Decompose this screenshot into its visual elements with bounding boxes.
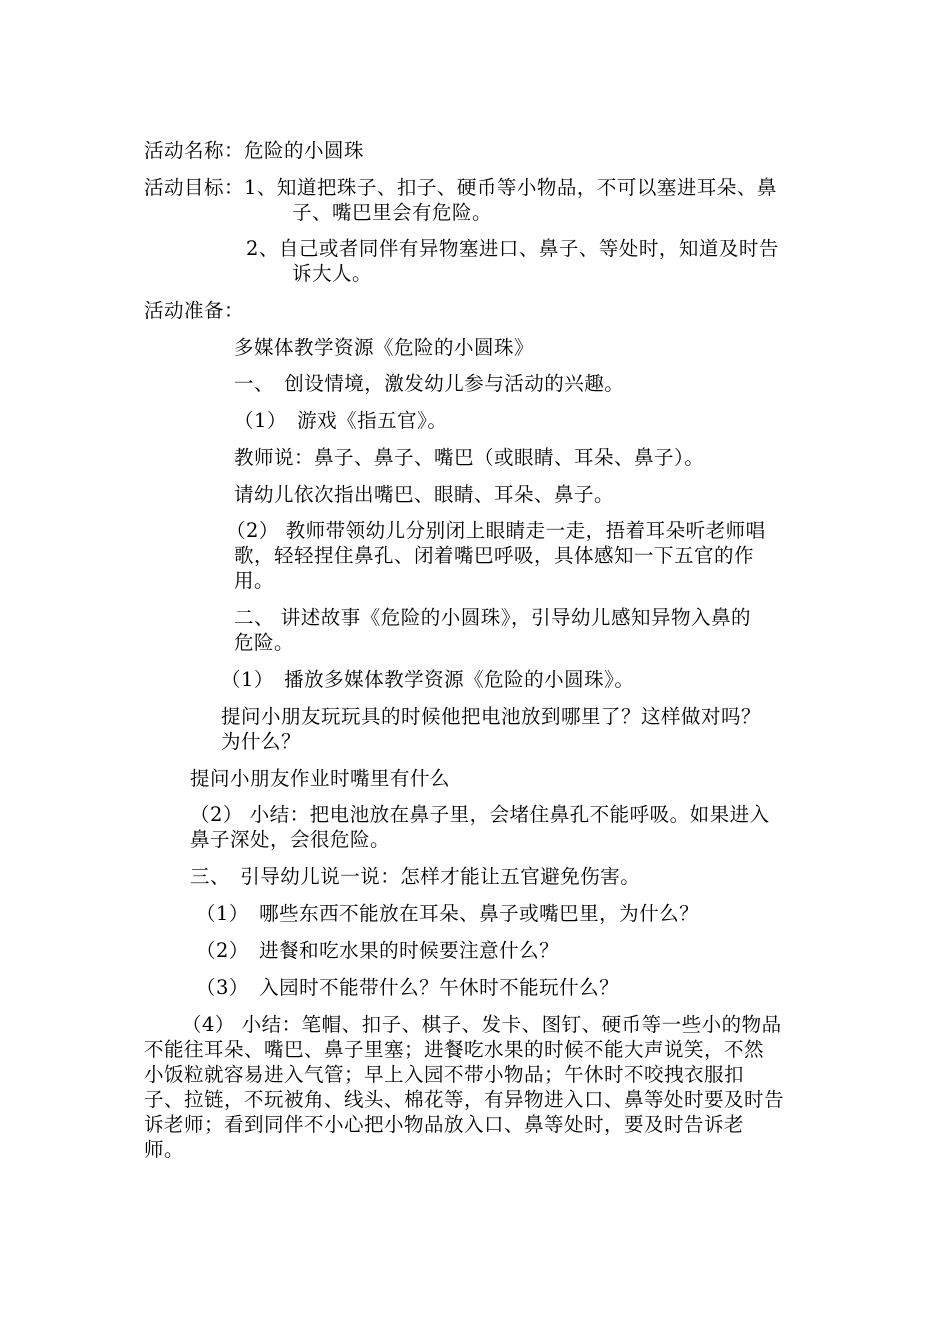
section-3-summary-line3: 小饭粒就容易进入气管；早上入园不带小物品；午休时不咬拽衣服扣 xyxy=(144,1063,745,1086)
section-3-heading: 三、 引导幼儿说一说：怎样才能让五官避免伤害。 xyxy=(190,865,641,888)
section-1-item-2-line3: 用。 xyxy=(234,569,275,592)
section-2-heading-line2: 危险。 xyxy=(234,631,295,654)
section-3-summary-line5: 诉老师；看到同伴不小心把小物品放入口、鼻等处时，要及时告诉老 xyxy=(144,1113,745,1136)
section-2-heading-line1: 二、 讲述故事《危险的小圆珠》，引导幼儿感知异物入鼻的 xyxy=(234,606,751,629)
prep-label: 活动准备： xyxy=(144,299,245,322)
goal-2-line2: 诉大人。 xyxy=(292,262,373,285)
section-2-item-2-line1: （2） 小结：把电池放在鼻子里，会堵住鼻孔不能呼吸。如果进入 xyxy=(190,803,770,826)
section-2-question-1-line1: 提问小朋友玩玩具的时候他把电池放到哪里了？这样做对吗？ xyxy=(221,705,762,728)
section-2-item-1: （1） 播放多媒体教学资源《危险的小圆珠》。 xyxy=(221,668,635,691)
goal-2-line1: 2、自己或者同伴有异物塞进口、鼻子、等处时，知道及时告 xyxy=(246,237,779,260)
activity-title: 活动名称：危险的小圆珠 xyxy=(144,139,365,162)
section-3-summary-line1: （4） 小结：笔帽、扣子、棋子、发卡、图钉、硬币等一些小的物品 xyxy=(182,1013,782,1036)
section-3-item-1: （1） 哪些东西不能放在耳朵、鼻子或嘴巴里，为什么？ xyxy=(196,902,700,925)
section-3-summary-line2: 不能往耳朵、嘴巴、鼻子里塞；进餐吃水果的时候不能大声说笑，不然 xyxy=(144,1038,765,1061)
section-2-item-2-line2: 鼻子深处，会很危险。 xyxy=(190,828,391,851)
section-3-item-3: （3） 入园时不能带什么？午休时不能玩什么？ xyxy=(196,976,620,999)
section-1-heading: 一、 创设情境，激发幼儿参与活动的兴趣。 xyxy=(234,372,625,395)
section-3-item-2: （2） 进餐和吃水果的时候要注意什么？ xyxy=(196,939,560,962)
prep-resource: 多媒体教学资源《危险的小圆珠》 xyxy=(234,336,535,359)
section-2-question-2: 提问小朋友作业时嘴里有什么 xyxy=(190,767,451,790)
section-2-question-1-line2: 为什么？ xyxy=(221,730,302,753)
goal-1-line2: 子、嘴巴里会有危险。 xyxy=(292,201,493,224)
section-3-summary-line6: 师。 xyxy=(144,1138,185,1161)
section-3-summary-line4: 子、拉链，不玩被角、线头、棉花等，有异物进入口、鼻等处时要及时告 xyxy=(144,1088,785,1111)
section-1-item-2-line1: （2） 教师带领幼儿分别闭上眼睛走一走，捂着耳朵听老师唱 xyxy=(226,519,766,542)
section-1-item-2-line2: 歌，轻轻捏住鼻孔、闭着嘴巴呼吸，具体感知一下五官的作 xyxy=(234,544,755,567)
goal-1-line1: 活动目标：1、知道把珠子、扣子、硬币等小物品，不可以塞进耳朵、鼻 xyxy=(144,176,777,199)
section-1-item-1: （1） 游戏《指五官》。 xyxy=(234,409,448,432)
section-1-children-line: 请幼儿依次指出嘴巴、眼睛、耳朵、鼻子。 xyxy=(234,483,615,506)
section-1-teacher-line: 教师说：鼻子、鼻子、嘴巴（或眼睛、耳朵、鼻子）。 xyxy=(234,446,705,469)
